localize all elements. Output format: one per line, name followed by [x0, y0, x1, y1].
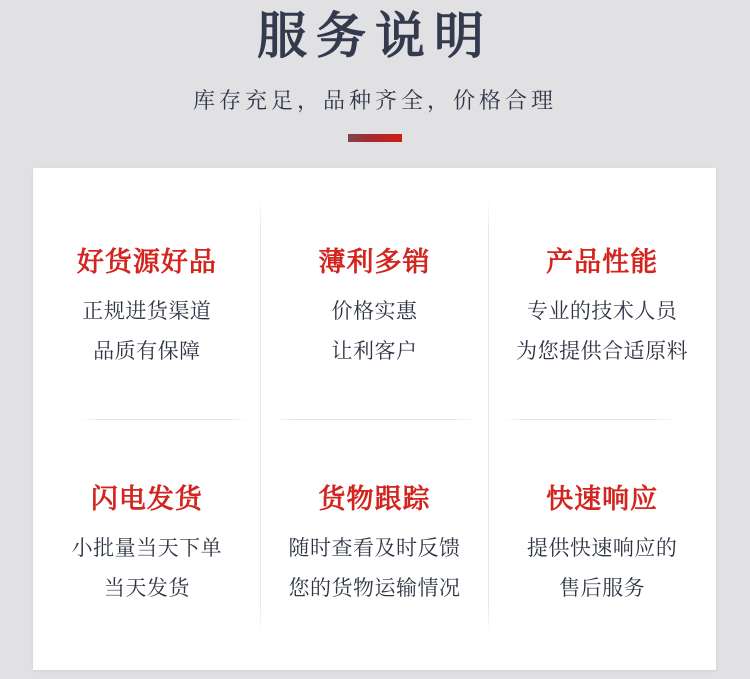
service-card-quick-response [488, 419, 716, 670]
service-card-cargo-tracking [261, 419, 489, 670]
card-line: 让利客户 [331, 340, 418, 363]
accent-bar-divider [348, 134, 402, 142]
page-title: 服务说明 [257, 8, 493, 64]
card-line: 品质有保障 [93, 340, 201, 363]
card-title: 快速响应 [546, 484, 659, 514]
service-card-small-profit [261, 168, 489, 419]
vertical-divider [260, 200, 261, 634]
horizontal-divider [273, 419, 477, 420]
card-line: 价格实惠 [331, 300, 418, 323]
card-line: 售后服务 [559, 577, 646, 600]
card-title: 货物跟踪 [318, 484, 431, 514]
horizontal-divider [503, 419, 675, 420]
vertical-divider [488, 200, 489, 634]
card-line: 提供快速响应的 [526, 537, 678, 560]
card-line: 正规进货渠道 [82, 300, 212, 323]
page-subtitle: 库存充足，品种齐全，价格合理 [192, 88, 557, 113]
card-title: 薄利多销 [318, 247, 431, 277]
card-line: 小批量当天下单 [71, 537, 223, 560]
card-line: 专业的技术人员 [526, 300, 678, 323]
page-header [0, 0, 750, 147]
card-line: 为您提供合适原料 [516, 340, 689, 363]
card-title: 产品性能 [546, 247, 659, 277]
service-card-good-source [33, 168, 261, 419]
services-panel [33, 168, 716, 670]
service-card-product-performance [488, 168, 716, 419]
card-title: 好货源好品 [76, 247, 217, 277]
card-title: 闪电发货 [90, 484, 203, 514]
card-line: 当天发货 [103, 577, 190, 600]
card-line: 您的货物运输情况 [288, 577, 461, 600]
horizontal-divider [81, 419, 249, 420]
card-line: 随时查看及时反馈 [288, 537, 461, 560]
service-card-fast-shipping [33, 419, 261, 670]
